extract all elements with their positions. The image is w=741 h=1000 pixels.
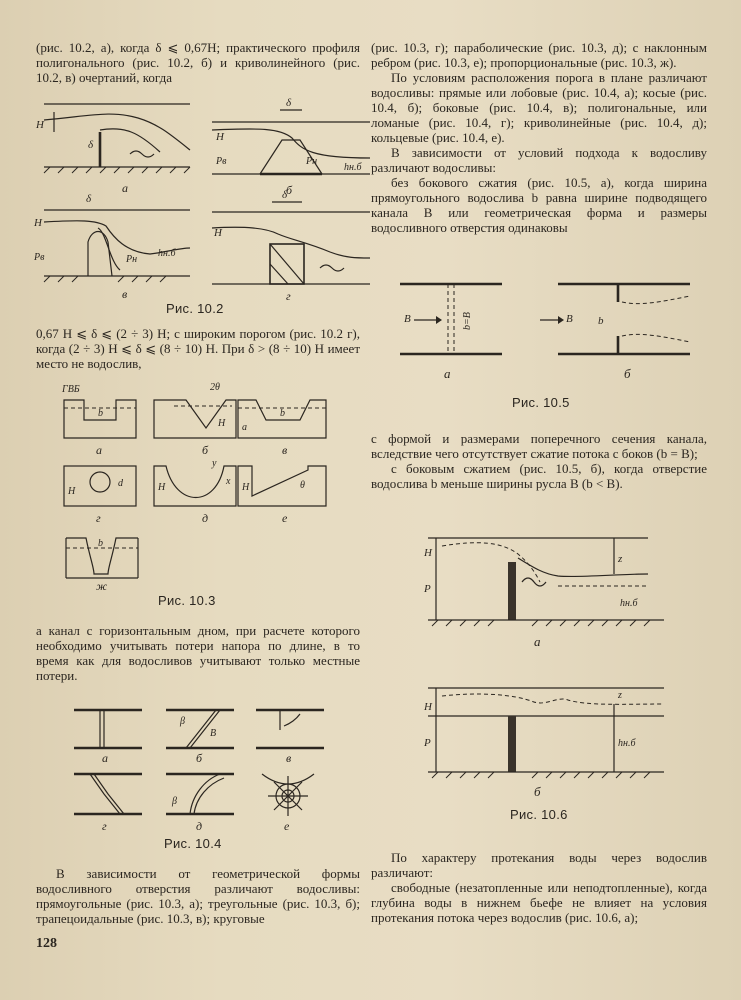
left-paragraph-3: а канал с горизонтальным дном, при расчете которого необходимо учитывать потери напора по длине, в то время как для водосливов учитывают только местные потери. [36,623,360,683]
fig-10-5-a-label: а [444,366,451,381]
fig-10-3-v [238,400,326,457]
fig-10-3-a-b: b [98,408,103,419]
fig-10-4-g [74,774,142,833]
fig-10-3-d-H: H [158,482,166,493]
fig-10-3-g-d: d [118,478,123,489]
fig-10-3-v-a: а [242,422,247,433]
fig-10-6-b-z: z [618,690,622,701]
fig-10-2-v-hnb: hн.б [158,248,176,259]
fig-10-4-e [262,774,314,833]
fig-10-3-v-label: в [282,443,288,457]
fig-10-2-a [35,104,190,195]
figure-10-2 [30,92,370,302]
fig-10-2-g-delta: δ [282,189,288,201]
fig-10-6-a-z: z [618,553,623,565]
fig-10-3-b-y: y [212,458,217,469]
fig-10-2-g-H: H [214,227,222,239]
left-text-2 [36,326,360,371]
fig-10-6-a-P: P [424,583,431,595]
fig-10-2-b-label: б [286,183,293,197]
fig-10-2-b-delta: δ [286,97,292,109]
fig-10-5-b-label: б [624,366,631,381]
fig-10-4-b-beta: β [180,716,185,727]
right-text-3 [371,850,707,925]
right-paragraph-8: свободные (незатопленные или неподтопленные), когда глубина воды в нижнем бьефе не влияет на условия протекания потока через водослив (рис. 10.6, а); [371,880,707,925]
fig-10-3-e [238,466,326,525]
fig-10-6-b-H: H [424,701,432,713]
caption-10-3: Рис. 10.3 [158,593,216,608]
fig-10-3-b-H: H [218,418,226,429]
page-number: 128 [36,936,57,951]
fig-10-3-e-H: H [242,482,250,493]
fig-10-6-b-hnb: hн.б [618,738,636,749]
fig-10-2-b-hnb: hн.б [344,162,362,173]
fig-10-2-v-label: в [122,287,128,301]
fig-10-2-a-label: а [122,181,128,195]
left-text-1 [36,40,360,85]
fig-10-5-a-b-eq-B: b=B [462,312,473,330]
right-paragraph-1: (рис. 10.3, г); параболические (рис. 10.3, д); с наклонным ребром (рис. 10.3, е); пропорциональные (рис. 10.3, ж). [371,40,707,70]
right-text-2 [371,431,707,491]
left-text-3 [36,623,360,683]
fig-10-2-v [33,193,190,301]
left-paragraph-2: 0,67 H ⩽ δ ⩽ (2 ÷ 3) H; с широким порогом (рис. 10.2 г), когда (2 ÷ 3) H ⩽ δ ⩽ (8 ÷ 10) H. При δ > (8 ÷ 10) H имеет место не водослив, [36,326,360,371]
fig-10-4-d [166,774,234,833]
caption-10-6: Рис. 10.6 [510,807,568,822]
left-paragraph-4: В зависимости от геометрической формы водосливного отверстия различают водосливы: прямоугольные (рис. 10.3, а); треугольные (рис. 10.3, б); трапецоидальные (рис. 10.3, в); круговые [36,866,360,926]
fig-10-2-b [212,97,370,197]
fig-10-4-g-label: г [102,819,107,833]
fig-10-2-a-delta: δ [88,139,94,151]
right-paragraph-6: с боковым сжатием (рис. 10.5, б), когда отверстие водослива b меньше ширины русла B (b < B). [371,461,707,491]
fig-10-6-a-hnb: hн.б [620,598,638,609]
fig-10-3-a [61,384,136,457]
fig-10-6-b-label: б [534,784,541,799]
right-text-1 [371,40,707,235]
fig-10-3-zh [66,538,138,590]
fig-10-4-b-label: б [196,751,203,765]
right-paragraph-7: По характеру протекания воды через водослив различают: [371,850,707,880]
figure-10-3 [56,378,346,590]
fig-10-2-g [212,189,370,302]
fig-10-3-b [154,382,236,469]
right-paragraph-4: без бокового сжатия (рис. 10.5, а), когда ширина прямоугольного водослива b равна ширине подводящего канала B или геометрическая форма и размеры водосливного отверстия одинаковы [371,175,707,235]
figure-10-4 [66,700,336,834]
caption-10-4: Рис. 10.4 [164,836,222,851]
fig-10-2-v-Pn: Pн [126,254,138,265]
fig-10-4-b-B: B [210,728,217,739]
fig-10-2-v-H: H [34,217,42,229]
fig-10-4-b [166,710,234,765]
fig-10-5-a-B: B [404,313,411,325]
fig-10-3-gvb: ГВБ [62,384,80,395]
left-paragraph-1: (рис. 10.2, а), когда δ ⩽ 0,67H; практического профиля полигонального (рис. 10.2, б) и криволинейного (рис. 10.2, в) очертаний, когда [36,40,360,85]
fig-10-3-d [154,466,236,525]
caption-10-5: Рис. 10.5 [512,395,570,410]
figure-10-5 [390,272,710,384]
fig-10-4-v-label: в [286,751,292,765]
left-text-4 [36,866,360,926]
fig-10-3-d-label: д [202,511,209,525]
fig-10-6-a-H: H [424,547,432,559]
fig-10-4-a-label: а [102,751,108,765]
right-paragraph-5: с формой и размерами поперечного сечения канала, вследствие чего отсутствует сжатие потока с боков (b = B); [371,431,707,461]
fig-10-2-a-H: H [36,119,44,131]
fig-10-3-e-theta: θ [300,480,305,491]
fig-10-6-b-P: P [424,737,431,749]
fig-10-2-b-H: H [216,131,224,143]
fig-10-3-two-theta: 2θ [210,382,220,393]
fig-10-5-a [400,284,502,381]
fig-10-6-b [423,688,664,799]
caption-10-2: Рис. 10.2 [166,301,224,316]
fig-10-2-b-Pn: Pн [306,156,318,167]
fig-10-3-d-x: x [226,476,231,487]
fig-10-2-b-Pv: Pв [216,156,227,167]
fig-10-6-a [423,538,664,649]
fig-10-3-g [64,466,136,525]
right-paragraph-2: По условиям расположения порога в плане различают водосливы: прямые или лобовые (рис. 10.4, а); косые (рис. 10.4, б); боковые (рис. 10.4, в); полигональные, или ломаные (рис. 10.4, г); криволинейные (рис. 10.4, д); кольцевые (рис. 10.4, е). [371,70,707,145]
fig-10-3-a-label: а [96,443,102,457]
fig-10-4-a [74,710,142,765]
fig-10-5-b-b: b [598,315,604,327]
fig-10-2-v-Pv: Pв [34,252,45,263]
fig-10-4-d-beta: β [172,796,177,807]
fig-10-2-v-delta: δ [86,193,92,205]
fig-10-3-e-label: е [282,511,288,525]
fig-10-5-b-B: B [566,313,573,325]
fig-10-3-zh-b: b [98,538,103,549]
fig-10-4-d-label: д [196,819,203,833]
fig-10-3-zh-label: ж [96,579,108,590]
fig-10-3-v-b: b [280,408,285,419]
fig-10-6-a-label: а [534,634,541,649]
fig-10-3-g-label: г [96,511,101,525]
fig-10-4-v [256,710,324,765]
fig-10-5-b [540,284,690,381]
fig-10-3-g-H: H [68,486,76,497]
fig-10-3-b-label: б [202,443,209,457]
figure-10-6 [418,520,678,826]
fig-10-2-g-label: г [286,289,291,302]
fig-10-4-e-label: е [284,819,290,833]
right-paragraph-3: В зависимости от условий подхода к водосливу различают водосливы: [371,145,707,175]
